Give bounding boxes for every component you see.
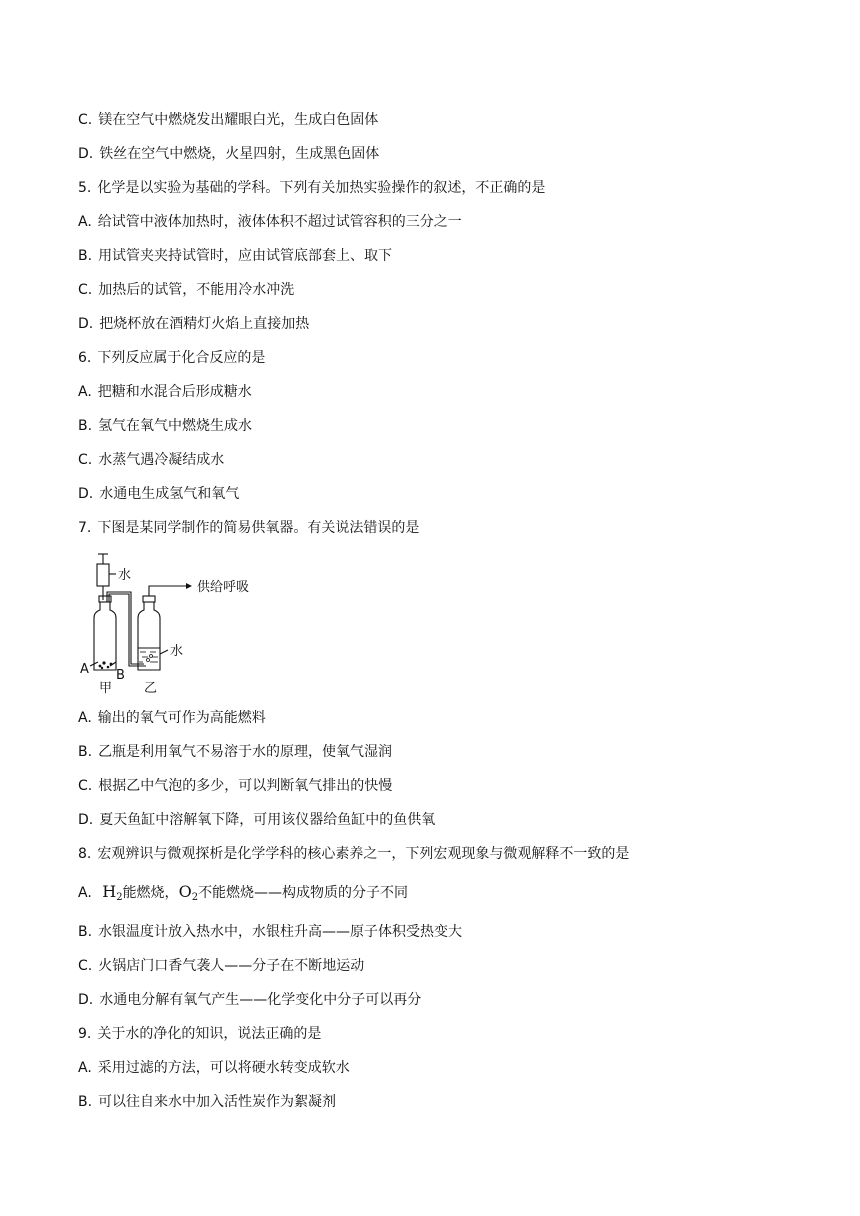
question-text: 下列反应属于化合反应的是: [97, 350, 266, 366]
q5-option-b: [78, 246, 820, 266]
option-text: 根据乙中气泡的多少，可以判断氧气排出的快慢: [98, 778, 393, 794]
option-text: 乙瓶是利用氧气不易溶于水的原理，使氧气湿润: [98, 744, 393, 760]
option-label: C.: [78, 778, 93, 794]
option-label: D.: [78, 486, 94, 502]
option-label: D.: [78, 316, 94, 332]
option-text: 铁丝在空气中燃烧，火星四射，生成黑色固体: [99, 146, 380, 162]
question-text: 关于水的净化的知识，说法正确的是: [97, 1026, 322, 1042]
q4-option-c: [78, 110, 820, 130]
q5-option-c: [78, 280, 820, 300]
option-label: C.: [78, 282, 93, 298]
q5-option-a: [78, 212, 820, 232]
option-label: D.: [78, 812, 94, 828]
q9-option-a: [78, 1058, 820, 1078]
q9-option-b: [78, 1092, 820, 1112]
option-label: A.: [78, 214, 92, 230]
question-number: 7.: [78, 520, 92, 536]
question-8: [78, 844, 820, 864]
option-label: B.: [78, 418, 93, 434]
option-text: 加热后的试管，不能用冷水冲洗: [98, 282, 295, 298]
option-text: 把烧杯放在酒精灯火焰上直接加热: [99, 316, 310, 332]
water-label-right: 水: [170, 644, 184, 659]
q6-option-a: [78, 382, 820, 402]
question-number: 5.: [78, 180, 92, 196]
option-text: 用试管夹夹持试管时，应由试管底部套上、取下: [98, 248, 393, 264]
option-text-mid: 能燃烧，: [122, 885, 179, 901]
option-text: 水蒸气遇冷凝结成水: [98, 452, 225, 468]
option-text: 输出的氧气可作为高能燃料: [97, 710, 266, 726]
question-5: [78, 178, 820, 198]
option-text: 水通电分解有氧气产生——化学变化中分子可以再分: [99, 992, 422, 1008]
apparatus-drawing: [76, 550, 276, 700]
option-text: 把糖和水混合后形成糖水: [97, 384, 252, 400]
option-label: A.: [78, 384, 92, 400]
q5-option-d: [78, 314, 820, 334]
option-text: 不能燃烧——构成物质的分子不同: [198, 885, 409, 901]
option-label: C.: [78, 112, 93, 128]
question-number: 6.: [78, 350, 92, 366]
option-label: B.: [78, 248, 93, 264]
output-label: 供给呼吸: [197, 580, 250, 595]
option-label: B.: [78, 924, 93, 940]
water-label-top: 水: [118, 568, 132, 583]
option-text: 火锅店门口香气袭人——分子在不断地运动: [98, 958, 365, 974]
option-label: B.: [78, 744, 93, 760]
option-label: C.: [78, 452, 93, 468]
option-text: 水银温度计放入热水中，水银柱升高——原子体积受热变大: [98, 924, 463, 940]
option-label: A.: [78, 885, 92, 901]
option-text: 采用过滤的方法，可以将硬水转变成软水: [97, 1060, 350, 1076]
q7-option-d: [78, 810, 820, 830]
q7-option-c: [78, 776, 820, 796]
question-number: 9.: [78, 1026, 92, 1042]
label-b: B: [116, 668, 125, 683]
q6-option-d: [78, 484, 820, 504]
option-label: A.: [78, 710, 92, 726]
bottle-label-yi: 乙: [144, 681, 158, 696]
option-label: A.: [78, 1060, 92, 1076]
option-label: B.: [78, 1094, 93, 1110]
question-text: 下图是某同学制作的简易供氧器。有关说法错误的是: [97, 520, 420, 536]
option-text: 夏天鱼缸中溶解氧下降，可用该仪器给鱼缸中的鱼供氧: [99, 812, 436, 828]
option-text: 给试管中液体加热时，液体体积不超过试管容积的三分之一: [97, 214, 462, 230]
option-label: D.: [78, 146, 94, 162]
question-9: [78, 1024, 820, 1044]
oxygen-supplier-diagram: [76, 550, 276, 700]
option-text: 氢气在氧气中燃烧生成水: [98, 418, 253, 434]
option-label: D.: [78, 992, 94, 1008]
q7-option-b: [78, 742, 820, 762]
question-number: 8.: [78, 846, 92, 862]
option-text: 水通电生成氢气和氧气: [99, 486, 240, 502]
label-a: A: [80, 662, 89, 677]
q6-option-b: [78, 416, 820, 436]
question-7: [78, 518, 820, 538]
formula-o2: $O_2$: [178, 882, 199, 903]
question-text: 宏观辨识与微观探析是化学学科的核心素养之一，下列宏观现象与微观解释不一致的是: [97, 846, 630, 862]
q8-option-b: [78, 922, 820, 942]
q7-option-a: [78, 708, 820, 728]
q6-option-c: [78, 450, 820, 470]
option-text: 可以往自来水中加入活性炭作为絮凝剂: [98, 1094, 337, 1110]
formula-h2: $H_2$: [102, 882, 123, 903]
q8-option-a: [78, 882, 820, 903]
option-text: 镁在空气中燃烧发出耀眼白光，生成白色固体: [98, 112, 379, 128]
option-label: C.: [78, 958, 93, 974]
q8-option-c: [78, 956, 820, 976]
question-6: [78, 348, 820, 368]
q8-option-d: [78, 990, 820, 1010]
bottle-label-jia: 甲: [99, 681, 113, 696]
question-text: 化学是以实验为基础的学科。下列有关加热实验操作的叙述，不正确的是: [97, 180, 546, 196]
q4-option-d: [78, 144, 820, 164]
